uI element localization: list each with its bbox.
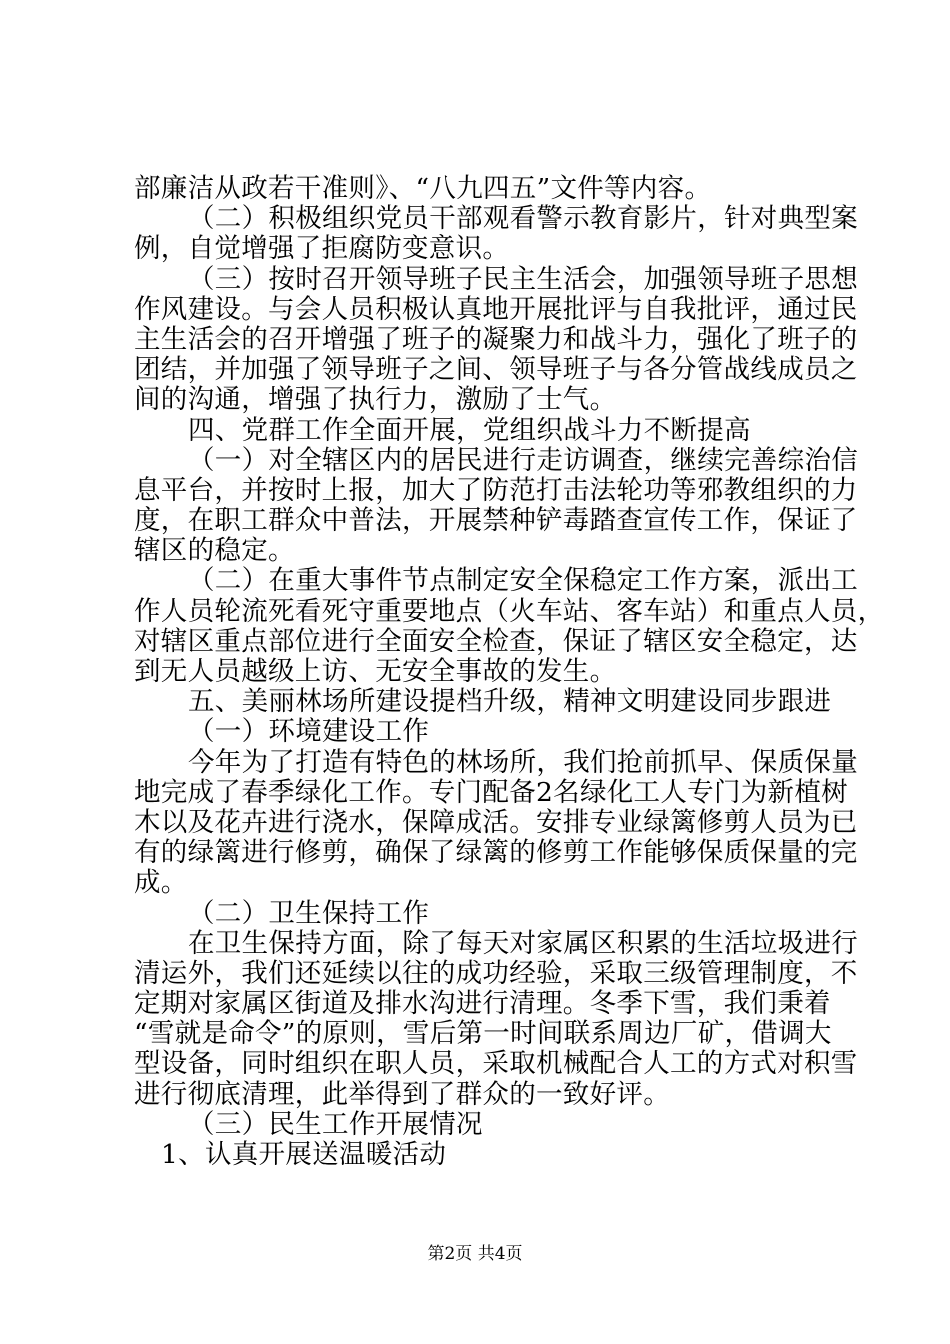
text-line: 木以及花卉进行浇水，保障成活。安排专业绿篱修剪人员为已 — [134, 806, 858, 838]
text-line: 在卫生保持方面，除了每天对家属区积累的生活垃圾进行 — [188, 927, 858, 959]
section-heading: 五、美丽林场所建设提档升级，精神文明建设同步跟进 — [188, 686, 832, 718]
subsection-heading: （一）环境建设工作 — [188, 716, 430, 748]
text-line: 对辖区重点部位进行全面安全检查，保证了辖区安全稳定，达 — [134, 625, 858, 657]
text-line: 间的沟通，增强了执行力，激励了士气。 — [134, 384, 617, 416]
text-line: 到无人员越级上访、无安全事故的发生。 — [134, 656, 617, 687]
text-line: 主生活会的召开增强了班子的凝聚力和战斗力，强化了班子的 — [134, 323, 858, 355]
text-line: 作风建设。与会人员积极认真地开展批评与自我批评，通过民 — [134, 293, 858, 325]
list-item: 1、认真开展送温暖活动 — [161, 1139, 447, 1170]
section-heading: 四、党群工作全面开展，党组织战斗力不断提高 — [188, 414, 751, 446]
text-line: 团结，并加强了领导班子之间、领导班子与各分管战线成员之 — [134, 354, 858, 386]
text-line: （二）在重大事件节点制定安全保稳定工作方案，派出工 — [188, 565, 858, 597]
text-line: 有的绿篱进行修剪，确保了绿篱的修剪工作能够保质保量的完 — [134, 837, 858, 869]
text-line: 清运外，我们还延续以往的成功经验，采取三级管理制度，不 — [134, 957, 858, 989]
text-line: 度，在职工群众中普法，开展禁种铲毒踏查宣传工作，保证了 — [134, 505, 858, 537]
text-line: 作人员轮流死看死守重要地点（火车站、客车站）和重点人员， — [134, 595, 885, 627]
text-line: 辖区的稳定。 — [134, 535, 295, 567]
text-line: 今年为了打造有特色的林场所，我们抢前抓早、保质保量 — [188, 746, 858, 778]
page-number-footer: 第2页 共4页 — [427, 1244, 523, 1264]
text-line: 地完成了春季绿化工作。专门配备2名绿化工人专门为新植树 — [134, 776, 848, 808]
subsection-heading: （三）民生工作开展情况 — [188, 1108, 483, 1140]
text-line: 例，自觉增强了拒腐防变意识。 — [134, 233, 510, 265]
text-line: 进行彻底清理，此举得到了群众的一致好评。 — [134, 1078, 670, 1110]
text-line: 型设备，同时组织在职人员，采取机械配合人工的方式对积雪 — [134, 1048, 858, 1080]
text-line: 部廉洁从政若干准则》、“八九四五”文件等内容。 — [134, 173, 712, 204]
text-line: 定期对家属区街道及排水沟进行清理。冬季下雪，我们秉着 — [134, 988, 831, 1020]
text-line: （一）对全辖区内的居民进行走访调查，继续完善综治信 — [188, 444, 858, 476]
text-line: （三）按时召开领导班子民主生活会，加强领导班子思想 — [188, 263, 858, 295]
text-line: “雪就是命令”的原则，雪后第一时间联系周边厂矿，借调大 — [134, 1018, 832, 1050]
text-line: 成。 — [134, 867, 188, 899]
subsection-heading: （二）卫生保持工作 — [188, 897, 430, 929]
text-line: （二）积极组织党员干部观看警示教育影片，针对典型案 — [188, 203, 858, 235]
text-line: 息平台，并按时上报，加大了防范打击法轮功等邪教组织的力 — [134, 474, 858, 506]
